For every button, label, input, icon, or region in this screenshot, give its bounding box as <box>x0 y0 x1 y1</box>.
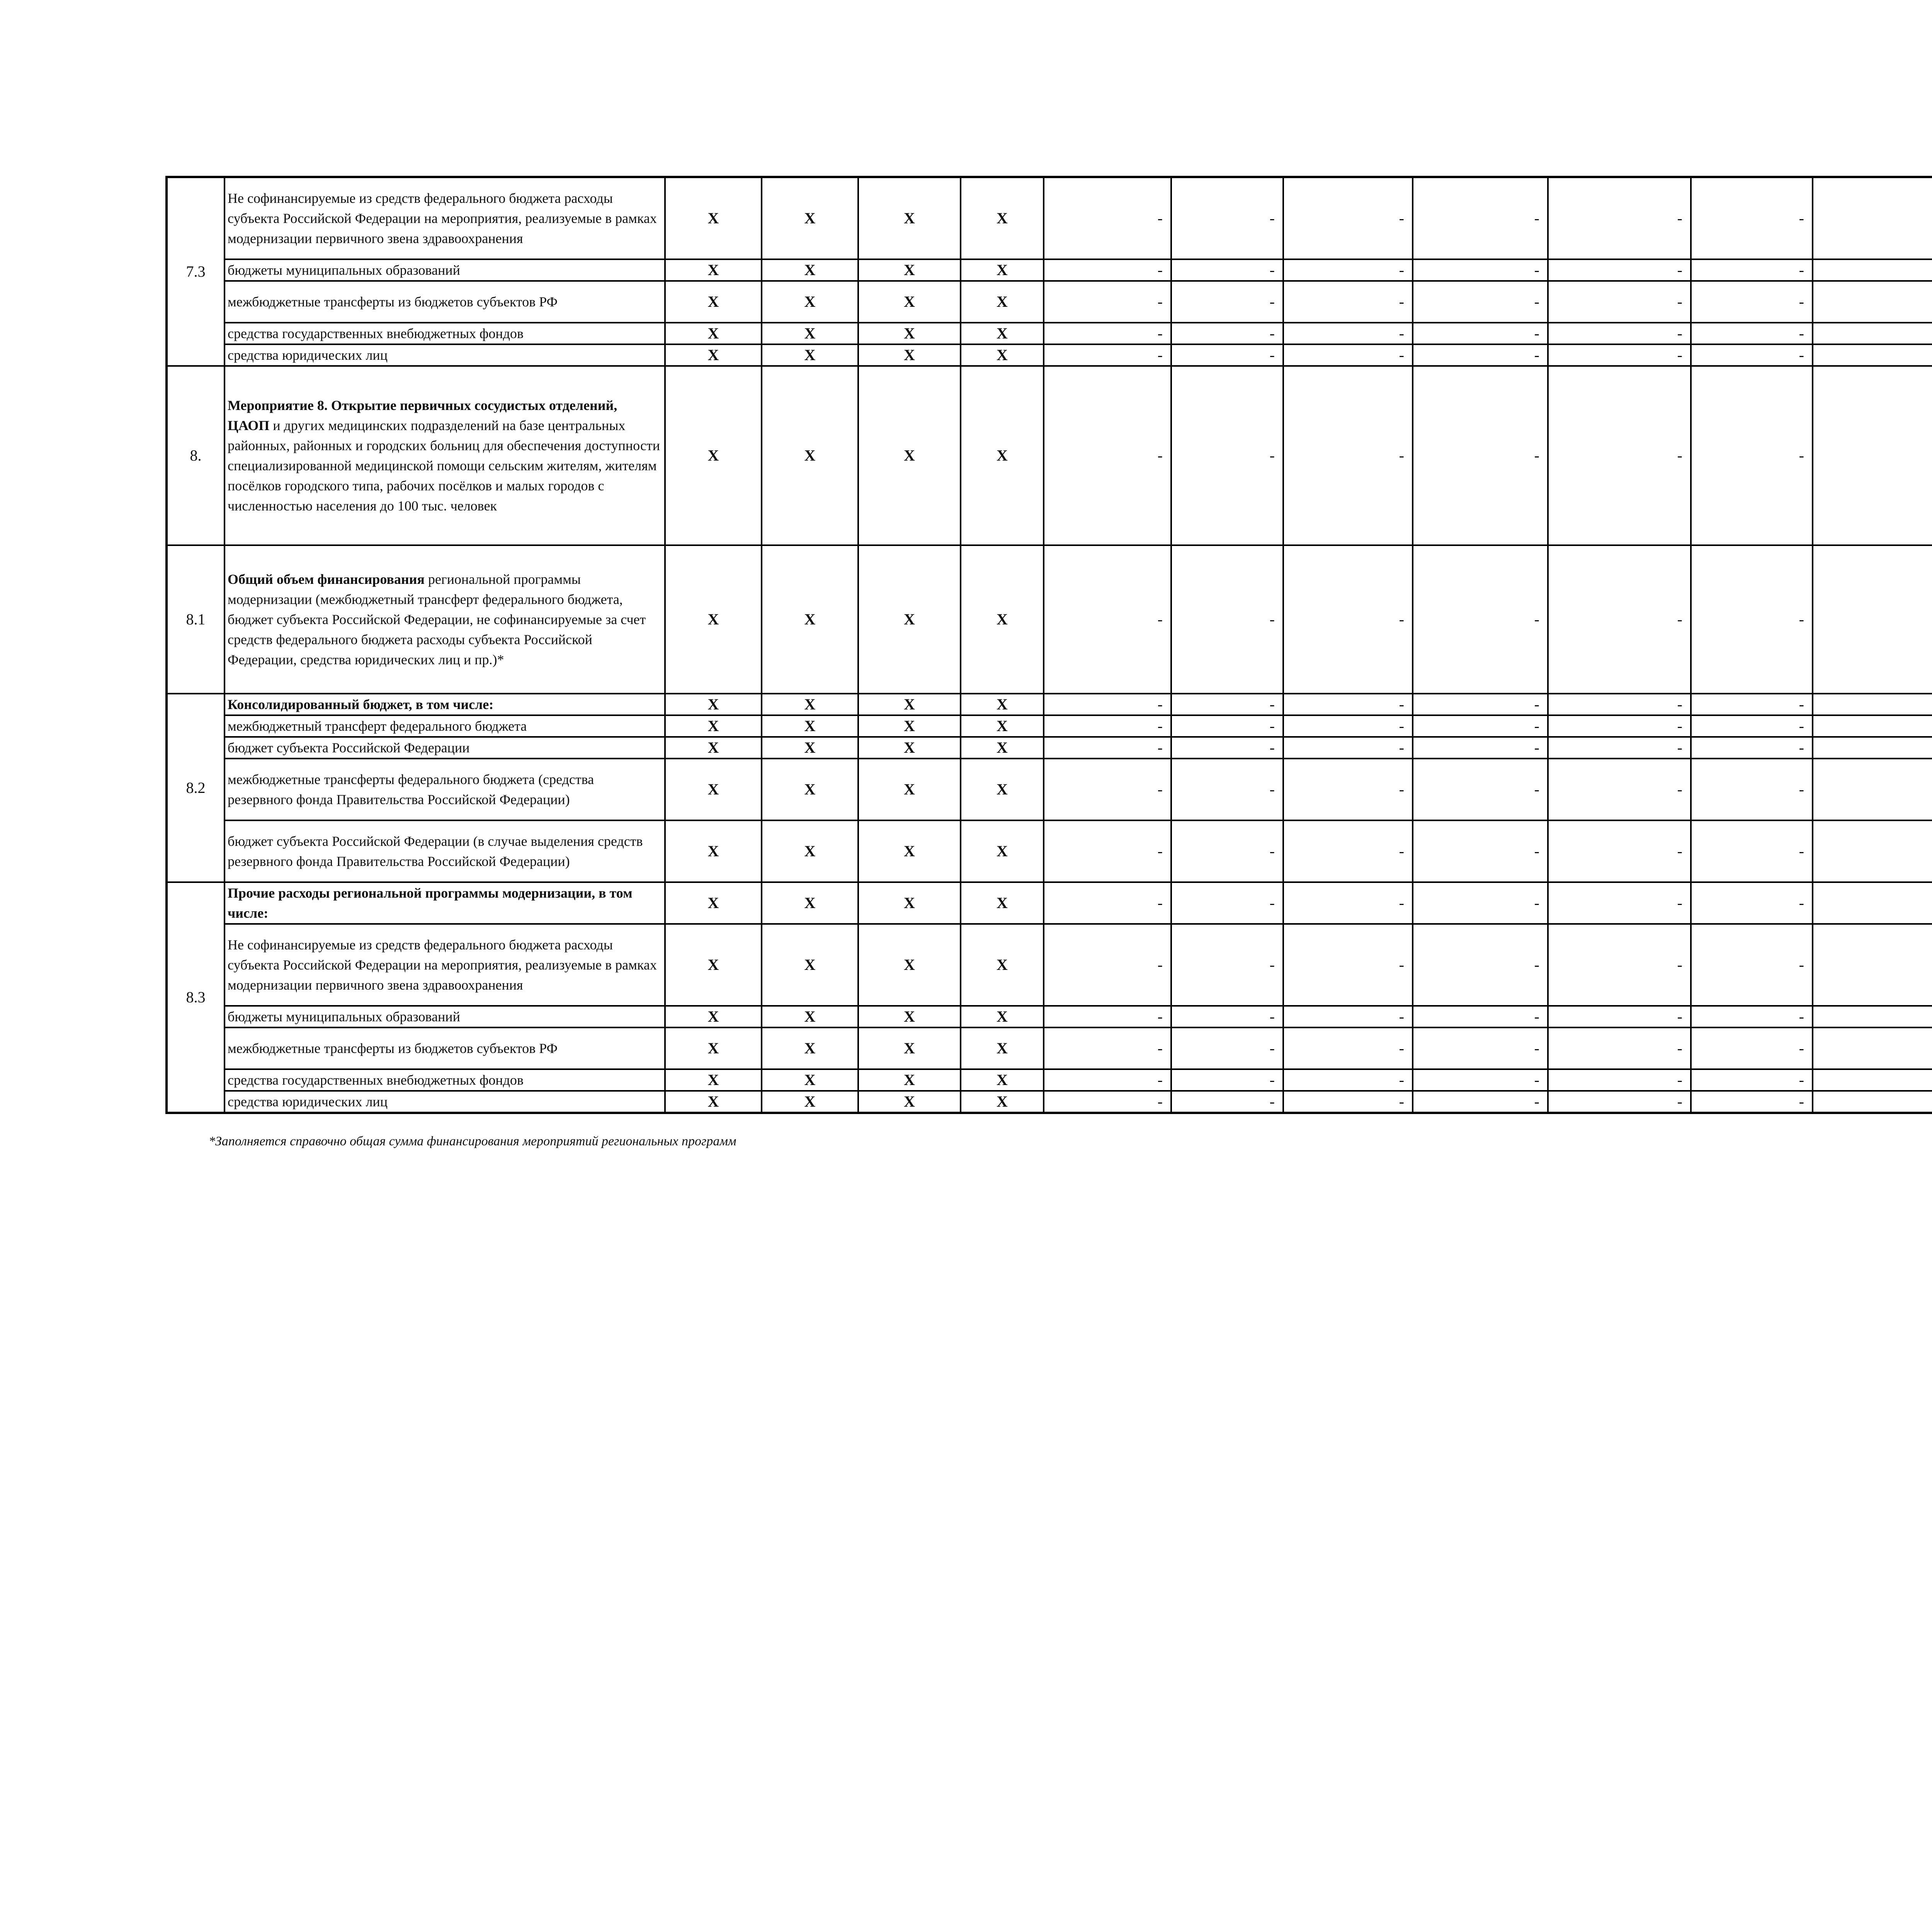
dash-cell: - <box>1548 259 1691 281</box>
x-mark-cell: X <box>961 759 1044 820</box>
x-mark-cell: X <box>961 1027 1044 1069</box>
dash-cell: - <box>1283 177 1413 259</box>
table-row <box>167 1006 1932 1027</box>
dash-cell: - <box>1691 1091 1813 1113</box>
dash-cell: - <box>1283 820 1413 882</box>
dash-cell <box>1813 820 1932 882</box>
dash-cell: - <box>1283 366 1413 545</box>
description-text: межбюджетные трансферты федерального бюджета (средства резервного фонда Правительства Российской Федерации) <box>228 772 594 807</box>
x-mark-cell: X <box>665 323 762 344</box>
dash-cell: - <box>1691 323 1813 344</box>
dash-cell <box>1813 1069 1932 1091</box>
row-number-cell: 8. <box>167 366 224 545</box>
dash-cell: - <box>1691 882 1813 924</box>
x-mark-cell: X <box>665 759 762 820</box>
x-mark-cell: X <box>762 366 858 545</box>
x-mark-cell: X <box>858 545 961 694</box>
description-cell <box>224 366 665 545</box>
x-mark-cell: X <box>961 323 1044 344</box>
x-mark-cell: X <box>762 1091 858 1113</box>
row-number-cell: 8.3 <box>167 882 224 1113</box>
description-text: бюджеты муниципальных образований <box>228 1009 460 1024</box>
dash-cell: - <box>1044 759 1171 820</box>
description-cell <box>224 1027 665 1069</box>
dash-cell: - <box>1171 344 1283 366</box>
x-mark-cell: X <box>858 694 961 715</box>
dash-cell: - <box>1283 259 1413 281</box>
dash-cell: - <box>1044 715 1171 737</box>
dash-cell: - <box>1691 177 1813 259</box>
description-text: бюджет субъекта Российской Федерации (в случае выделения средств резервного фонда Правительства Российской Федерации) <box>228 833 643 869</box>
dash-cell: - <box>1283 737 1413 759</box>
x-mark-cell: X <box>665 259 762 281</box>
x-mark-cell: X <box>665 694 762 715</box>
dash-cell: - <box>1171 545 1283 694</box>
dash-cell: - <box>1171 882 1283 924</box>
dash-cell: - <box>1283 1091 1413 1113</box>
description-bold-text: Консолидированный бюджет, в том числе: <box>228 697 494 712</box>
x-mark-cell: X <box>961 924 1044 1006</box>
dash-cell: - <box>1413 344 1548 366</box>
x-mark-cell: X <box>858 924 961 1006</box>
dash-cell: - <box>1044 323 1171 344</box>
dash-cell: - <box>1548 924 1691 1006</box>
x-mark-cell: X <box>961 715 1044 737</box>
description-cell <box>224 344 665 366</box>
dash-cell: - <box>1548 323 1691 344</box>
table-row <box>167 344 1932 366</box>
dash-cell: - <box>1691 366 1813 545</box>
x-mark-cell: X <box>858 1091 961 1113</box>
table-row <box>167 366 1932 545</box>
dash-cell: - <box>1171 1091 1283 1113</box>
dash-cell: - <box>1691 1006 1813 1027</box>
dash-cell: - <box>1548 1091 1691 1113</box>
dash-cell: - <box>1548 759 1691 820</box>
x-mark-cell: X <box>665 882 762 924</box>
dash-cell: - <box>1413 715 1548 737</box>
dash-cell <box>1813 545 1932 694</box>
dash-cell <box>1813 1091 1932 1113</box>
description-bold-text: Мероприятие 8. Открытие первичных сосудистых отделений, ЦАОП <box>228 398 617 433</box>
x-mark-cell: X <box>961 366 1044 545</box>
dash-cell: - <box>1044 1069 1171 1091</box>
x-mark-cell: X <box>858 281 961 323</box>
x-mark-cell: X <box>665 281 762 323</box>
dash-cell: - <box>1171 924 1283 1006</box>
x-mark-cell: X <box>665 924 762 1006</box>
table-row <box>167 259 1932 281</box>
x-mark-cell: X <box>665 715 762 737</box>
dash-cell: - <box>1044 737 1171 759</box>
x-mark-cell: X <box>762 281 858 323</box>
description-text: региональной программы модернизации (межбюджетный трансферт федерального бюджета, бюджет субъекта Российской Федерации, не софинансируемые за счет средств федерального бюджета расходы субъекта Российской Федерации, средства юридических лиц и пр.)* <box>228 572 646 667</box>
description-cell <box>224 882 665 924</box>
dash-cell: - <box>1691 715 1813 737</box>
x-mark-cell: X <box>762 344 858 366</box>
x-mark-cell: X <box>961 737 1044 759</box>
x-mark-cell: X <box>858 759 961 820</box>
x-mark-cell: X <box>762 323 858 344</box>
dash-cell <box>1813 323 1932 344</box>
dash-cell: - <box>1413 259 1548 281</box>
description-text: средства государственных внебюджетных фондов <box>228 1072 524 1088</box>
x-mark-cell: X <box>762 177 858 259</box>
x-mark-cell: X <box>961 1069 1044 1091</box>
dash-cell: - <box>1413 177 1548 259</box>
table-row <box>167 715 1932 737</box>
dash-cell: - <box>1413 882 1548 924</box>
description-cell <box>224 1091 665 1113</box>
dash-cell <box>1813 1027 1932 1069</box>
x-mark-cell: X <box>961 820 1044 882</box>
dash-cell: - <box>1548 882 1691 924</box>
description-text: Не софинансируемые из средств федерального бюджета расходы субъекта Российской Федерации на мероприятия, реализуемые в рамках модернизации первичного звена здравоохранения <box>228 937 657 993</box>
dash-cell <box>1813 259 1932 281</box>
x-mark-cell: X <box>858 737 961 759</box>
x-mark-cell: X <box>665 1069 762 1091</box>
table-row <box>167 924 1932 1006</box>
dash-cell: - <box>1548 366 1691 545</box>
description-text: межбюджетные трансферты из бюджетов субъектов РФ <box>228 1041 558 1056</box>
x-mark-cell: X <box>762 737 858 759</box>
dash-cell: - <box>1413 366 1548 545</box>
dash-cell: - <box>1691 737 1813 759</box>
dash-cell <box>1813 924 1932 1006</box>
dash-cell: - <box>1044 924 1171 1006</box>
x-mark-cell: X <box>665 820 762 882</box>
table-row <box>167 281 1932 323</box>
x-mark-cell: X <box>858 1027 961 1069</box>
x-mark-cell: X <box>858 344 961 366</box>
table-row <box>167 882 1932 924</box>
dash-cell: - <box>1548 344 1691 366</box>
dash-cell: - <box>1548 820 1691 882</box>
x-mark-cell: X <box>665 1006 762 1027</box>
footnote: *Заполняется справочно общая сумма финансирования мероприятий региональных программ <box>209 1134 736 1148</box>
dash-cell: - <box>1691 281 1813 323</box>
x-mark-cell: X <box>858 259 961 281</box>
dash-cell: - <box>1413 1006 1548 1027</box>
dash-cell: - <box>1044 1006 1171 1027</box>
description-text: бюджет субъекта Российской Федерации <box>228 740 470 755</box>
dash-cell: - <box>1283 545 1413 694</box>
dash-cell: - <box>1283 281 1413 323</box>
x-mark-cell: X <box>762 694 858 715</box>
table-row <box>167 323 1932 344</box>
dash-cell: - <box>1413 924 1548 1006</box>
dash-cell: - <box>1044 1091 1171 1113</box>
description-cell <box>224 715 665 737</box>
x-mark-cell: X <box>858 1006 961 1027</box>
dash-cell <box>1813 281 1932 323</box>
dash-cell: - <box>1691 545 1813 694</box>
dash-cell <box>1813 177 1932 259</box>
x-mark-cell: X <box>961 177 1044 259</box>
description-text: Не софинансируемые из средств федерального бюджета расходы субъекта Российской Федерации на мероприятия, реализуемые в рамках модернизации первичного звена здравоохранения <box>228 191 657 246</box>
dash-cell: - <box>1283 1027 1413 1069</box>
dash-cell: - <box>1548 1027 1691 1069</box>
description-text: средства юридических лиц <box>228 347 388 363</box>
dash-cell <box>1813 737 1932 759</box>
table-row <box>167 1027 1932 1069</box>
table-row <box>167 1091 1932 1113</box>
x-mark-cell: X <box>762 1006 858 1027</box>
x-mark-cell: X <box>762 820 858 882</box>
dash-cell: - <box>1413 1027 1548 1069</box>
description-cell <box>224 177 665 259</box>
dash-cell: - <box>1283 715 1413 737</box>
description-cell <box>224 281 665 323</box>
x-mark-cell: X <box>665 1027 762 1069</box>
x-mark-cell: X <box>858 1069 961 1091</box>
dash-cell: - <box>1171 1069 1283 1091</box>
dash-cell: - <box>1283 694 1413 715</box>
description-bold-text: Общий объем финансирования <box>228 572 425 587</box>
description-cell <box>224 259 665 281</box>
row-number-cell: 7.3 <box>167 177 224 366</box>
dash-cell: - <box>1171 177 1283 259</box>
dash-cell: - <box>1413 323 1548 344</box>
dash-cell: - <box>1044 259 1171 281</box>
x-mark-cell: X <box>858 366 961 545</box>
dash-cell: - <box>1044 1027 1171 1069</box>
dash-cell: - <box>1044 177 1171 259</box>
x-mark-cell: X <box>665 545 762 694</box>
x-mark-cell: X <box>665 1091 762 1113</box>
dash-cell: - <box>1283 759 1413 820</box>
x-mark-cell: X <box>665 366 762 545</box>
dash-cell: - <box>1548 545 1691 694</box>
x-mark-cell: X <box>961 694 1044 715</box>
dash-cell: - <box>1413 759 1548 820</box>
dash-cell <box>1813 366 1932 545</box>
dash-cell: - <box>1691 694 1813 715</box>
dash-cell: - <box>1413 1091 1548 1113</box>
dash-cell: - <box>1413 281 1548 323</box>
x-mark-cell: X <box>961 259 1044 281</box>
table-row <box>167 177 1932 259</box>
table-row <box>167 545 1932 694</box>
dash-cell: - <box>1691 344 1813 366</box>
x-mark-cell: X <box>665 344 762 366</box>
x-mark-cell: X <box>858 882 961 924</box>
table-body <box>167 177 1932 1113</box>
description-cell <box>224 323 665 344</box>
x-mark-cell: X <box>858 715 961 737</box>
x-mark-cell: X <box>665 177 762 259</box>
dash-cell: - <box>1283 344 1413 366</box>
dash-cell: - <box>1171 281 1283 323</box>
x-mark-cell: X <box>762 1069 858 1091</box>
description-cell <box>224 759 665 820</box>
dash-cell: - <box>1171 694 1283 715</box>
dash-cell: - <box>1171 323 1283 344</box>
dash-cell: - <box>1691 1069 1813 1091</box>
dash-cell <box>1813 1006 1932 1027</box>
row-number-cell: 8.2 <box>167 694 224 882</box>
dash-cell: - <box>1548 715 1691 737</box>
x-mark-cell: X <box>762 759 858 820</box>
dash-cell: - <box>1691 259 1813 281</box>
description-cell <box>224 924 665 1006</box>
dash-cell: - <box>1548 737 1691 759</box>
x-mark-cell: X <box>762 924 858 1006</box>
description-text: бюджеты муниципальных образований <box>228 262 460 278</box>
dash-cell: - <box>1413 694 1548 715</box>
x-mark-cell: X <box>665 737 762 759</box>
dash-cell: - <box>1548 281 1691 323</box>
table-row <box>167 1069 1932 1091</box>
dash-cell: - <box>1413 820 1548 882</box>
description-text: и других медицинских подразделений на базе центральных районных, районных и городских больниц для обеспечения доступности специализированной медицинской помощи сельским жителям, жителям посёлков городского типа, рабочих посёлков и малых городов с численностью населения до 100 тыс. человек <box>228 418 660 514</box>
x-mark-cell: X <box>762 882 858 924</box>
dash-cell: - <box>1283 882 1413 924</box>
table-row <box>167 759 1932 820</box>
description-bold-text: Прочие расходы региональной программы модернизации, в том числе: <box>228 885 633 921</box>
dash-cell <box>1813 344 1932 366</box>
description-cell <box>224 1006 665 1027</box>
table-row <box>167 737 1932 759</box>
x-mark-cell: X <box>961 882 1044 924</box>
dash-cell: - <box>1283 924 1413 1006</box>
description-cell <box>224 694 665 715</box>
dash-cell: - <box>1171 759 1283 820</box>
x-mark-cell: X <box>858 323 961 344</box>
dash-cell: - <box>1171 366 1283 545</box>
dash-cell: - <box>1171 737 1283 759</box>
x-mark-cell: X <box>762 715 858 737</box>
x-mark-cell: X <box>961 281 1044 323</box>
dash-cell: - <box>1044 820 1171 882</box>
dash-cell: - <box>1413 737 1548 759</box>
x-mark-cell: X <box>961 1006 1044 1027</box>
dash-cell: - <box>1044 545 1171 694</box>
description-text: средства государственных внебюджетных фондов <box>228 326 524 341</box>
row-number-cell: 8.1 <box>167 545 224 694</box>
dash-cell: - <box>1548 1006 1691 1027</box>
dash-cell: - <box>1548 1069 1691 1091</box>
dash-cell: - <box>1548 694 1691 715</box>
x-mark-cell: X <box>762 259 858 281</box>
dash-cell: - <box>1044 344 1171 366</box>
description-cell <box>224 1069 665 1091</box>
dash-cell <box>1813 715 1932 737</box>
table-row <box>167 820 1932 882</box>
description-text: межбюджетный трансферт федерального бюджета <box>228 718 527 734</box>
x-mark-cell: X <box>961 1091 1044 1113</box>
dash-cell: - <box>1171 1006 1283 1027</box>
dash-cell <box>1813 694 1932 715</box>
x-mark-cell: X <box>762 545 858 694</box>
financing-table <box>165 176 1932 1114</box>
dash-cell: - <box>1691 1027 1813 1069</box>
dash-cell <box>1813 759 1932 820</box>
x-mark-cell: X <box>858 177 961 259</box>
table-row <box>167 694 1932 715</box>
dash-cell: - <box>1171 820 1283 882</box>
dash-cell: - <box>1044 694 1171 715</box>
dash-cell: - <box>1283 1069 1413 1091</box>
dash-cell: - <box>1413 545 1548 694</box>
dash-cell: - <box>1283 1006 1413 1027</box>
dash-cell: - <box>1044 882 1171 924</box>
description-cell <box>224 820 665 882</box>
dash-cell: - <box>1283 323 1413 344</box>
x-mark-cell: X <box>762 1027 858 1069</box>
dash-cell: - <box>1691 820 1813 882</box>
dash-cell <box>1813 882 1932 924</box>
description-cell <box>224 737 665 759</box>
dash-cell: - <box>1171 1027 1283 1069</box>
dash-cell: - <box>1171 259 1283 281</box>
dash-cell: - <box>1548 177 1691 259</box>
dash-cell: - <box>1691 924 1813 1006</box>
x-mark-cell: X <box>961 545 1044 694</box>
dash-cell: - <box>1171 715 1283 737</box>
dash-cell: - <box>1691 759 1813 820</box>
x-mark-cell: X <box>858 820 961 882</box>
dash-cell: - <box>1044 281 1171 323</box>
description-text: средства юридических лиц <box>228 1094 388 1109</box>
dash-cell: - <box>1044 366 1171 545</box>
description-cell <box>224 545 665 694</box>
description-text: межбюджетные трансферты из бюджетов субъектов РФ <box>228 294 558 310</box>
dash-cell: - <box>1413 1069 1548 1091</box>
x-mark-cell: X <box>961 344 1044 366</box>
